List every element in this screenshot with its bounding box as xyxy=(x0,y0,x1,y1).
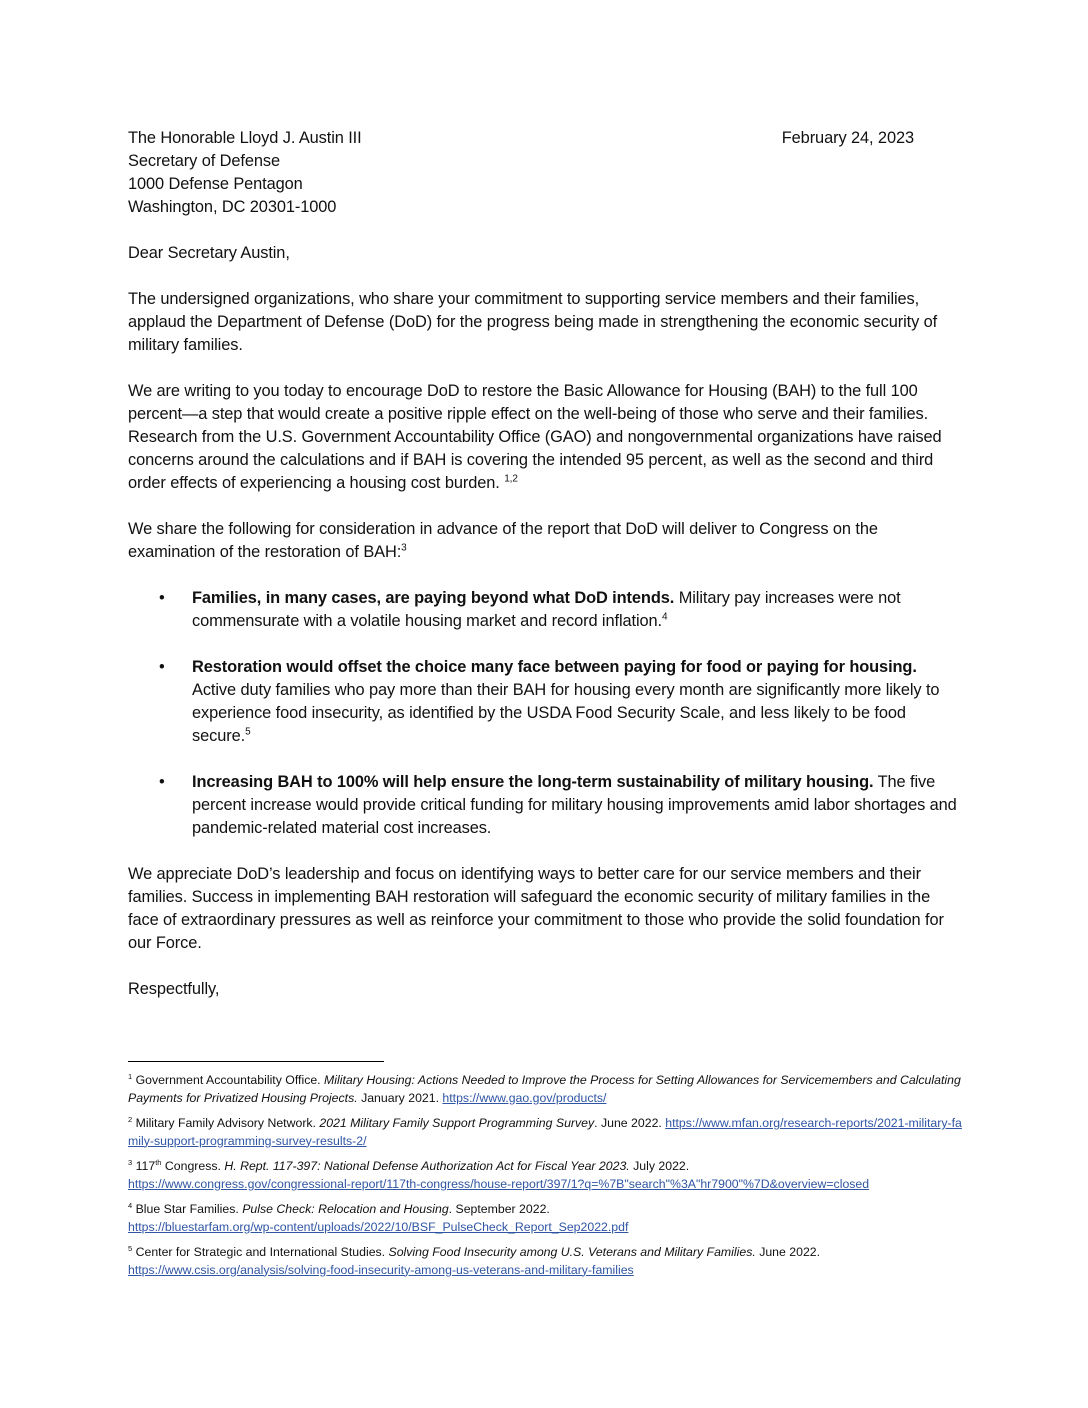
bullet-text: Military pay increases were not commensurate with a volatile housing market and record inflation. xyxy=(192,589,901,630)
footnote-number: 1 xyxy=(128,1071,133,1081)
bullet-heading: Increasing BAH to 100% will help ensure the long-term sustainability of military housing. xyxy=(192,773,874,791)
footnote-link[interactable]: https://www.congress.gov/congressional-report/117th-congress/house-report/397/1?q=%7B"search"%3A"hr7900"%7D&overview=closed xyxy=(128,1176,870,1191)
letter-date: February 24, 2023 xyxy=(781,129,914,147)
footnote-link[interactable]: https://www.gao.gov/products/ xyxy=(442,1090,607,1105)
bullet-heading: Restoration would offset the choice many face between paying for food or paying for housing. xyxy=(192,658,917,676)
footnote-number: 4 xyxy=(128,1200,133,1210)
footnote-source: 117 xyxy=(135,1159,156,1173)
footnote-link[interactable]: https://bluestarfam.org/wp-content/uploads/2022/10/BSF_PulseCheck_Report_Sep2022.pdf xyxy=(128,1219,629,1234)
footnote-number: 5 xyxy=(128,1243,133,1253)
closing: Respectfully, xyxy=(128,980,220,998)
paragraph-intro: The undersigned organizations, who share your commitment to supporting service members and their families, applaud the Department of Defense (DoD) for the progress being made in strengthening the economic security of military families. xyxy=(128,290,938,354)
paragraph-request-text: We are writing to you today to encourage DoD to restore the Basic Allowance for Housing (BAH) to the full 100 percent—a step that would create a positive ripple effect on the well-being of those who serve and their families. Research from the U.S. Government Accountability Office (GAO) and nongovernmental organizations have raised concerns around the calculations and if BAH is covering the intended 95 percent, as well as the second and third order effects of experiencing a housing cost burden. xyxy=(128,382,942,492)
bullet-text: Active duty families who pay more than their BAH for housing every month are significantly more likely to experience food insecurity, as identified by the USDA Food Security Scale, and less likely to be food secure. xyxy=(192,681,940,745)
footnote-1 xyxy=(128,1072,964,1107)
footnote-ref: 5 xyxy=(245,726,251,738)
footnote-date: June 2022. xyxy=(759,1245,821,1259)
footnote-date: . June 2022. xyxy=(594,1116,662,1130)
footnotes xyxy=(128,1072,964,1287)
paragraph-request xyxy=(128,380,964,495)
bullet-list xyxy=(128,587,964,840)
footnote-2 xyxy=(128,1115,964,1150)
paragraph-appreciation: We appreciate DoD’s leadership and focus on identifying ways to better care for our service members and their families. Success in implementing BAH restoration will safeguard the economic security of military families in the face of extraordinary pressures as well as reinforce your commitment to those who provide the solid foundation for our Force. xyxy=(128,865,944,952)
footnote-number: 3 xyxy=(128,1157,133,1167)
bullet-item xyxy=(128,587,964,633)
footnote-source-rest: Congress. xyxy=(161,1159,221,1173)
footnote-number: 2 xyxy=(128,1114,133,1124)
footnote-source: Blue Star Families. xyxy=(135,1202,239,1216)
footnote-link[interactable]: https://www.mfan.org/research-reports/2021-military-family-support-programming-survey-results-2/ xyxy=(128,1116,962,1148)
footnote-date: July 2022. xyxy=(633,1159,690,1173)
bullet-icon: • xyxy=(159,589,165,607)
footnote-date: January 2021. xyxy=(361,1090,439,1105)
footnote-date: . September 2022. xyxy=(448,1202,550,1216)
footnote-title: Pulse Check: Relocation and Housing xyxy=(242,1202,449,1216)
footnote-link[interactable]: https://www.csis.org/analysis/solving-food-insecurity-among-us-veterans-and-military-families xyxy=(128,1262,634,1277)
footnote-ref: 4 xyxy=(661,611,668,623)
bullet-text: The five percent increase would provide critical funding for military housing improvements amid labor shortages and pandemic-related material cost increases. xyxy=(192,773,957,837)
footnote-3 xyxy=(128,1158,964,1193)
bullet-icon: • xyxy=(159,773,165,791)
bullet-item xyxy=(128,656,964,748)
footnote-title: Solving Food Insecurity among U.S. Veterans and Military Families. xyxy=(388,1245,756,1259)
bullet-icon: • xyxy=(159,658,165,676)
recipient-name: The Honorable Lloyd J. Austin III xyxy=(128,129,362,147)
bullet-heading: Families, in many cases, are paying beyond what DoD intends. xyxy=(192,589,675,607)
footnote-title: 2021 Military Family Support Programming Survey xyxy=(319,1116,595,1130)
footnote-source: Center for Strategic and International Studies. xyxy=(135,1245,386,1259)
footnote-source: Government Accountability Office. xyxy=(135,1073,321,1087)
footnote-source: Military Family Advisory Network. xyxy=(135,1116,316,1130)
footnote-divider xyxy=(128,1061,384,1062)
recipient-header xyxy=(128,127,964,150)
bullet-item xyxy=(128,771,964,840)
recipient-address-line1: 1000 Defense Pentagon xyxy=(128,175,303,193)
salutation: Dear Secretary Austin, xyxy=(128,244,290,262)
letter-body xyxy=(128,127,964,1024)
footnote-ref: 1,2 xyxy=(504,473,518,485)
footnote-title: H. Rept. 117-397: National Defense Authorization Act for Fiscal Year 2023. xyxy=(224,1159,630,1173)
footnote-source-suffix: th xyxy=(155,1157,162,1167)
footnote-ref: 3 xyxy=(401,542,407,554)
paragraph-consideration-text: We share the following for consideration in advance of the report that DoD will deliver to Congress on the examination of the restoration of BAH: xyxy=(128,520,878,561)
paragraph-consideration xyxy=(128,518,964,564)
footnote-4 xyxy=(128,1201,964,1236)
recipient-title: Secretary of Defense xyxy=(128,152,280,170)
footnote-title: Military Housing: Actions Needed to Improve the Process for Setting Allowances for Servicemembers and Calculating Payments for Privatized Housing Projects. xyxy=(128,1073,961,1105)
footnote-5 xyxy=(128,1244,964,1279)
recipient-address-line2: Washington, DC 20301-1000 xyxy=(128,198,337,216)
